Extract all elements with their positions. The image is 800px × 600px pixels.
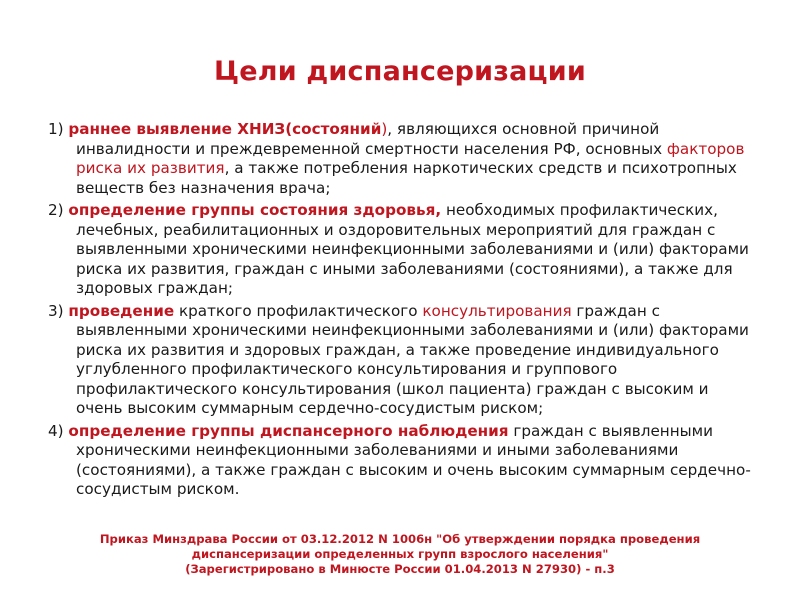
item-number: 4) [48,421,64,440]
list-item-3 [48,302,753,419]
goals-list [48,120,753,503]
item-text: граждан с выявленными хроническими неинфекционными заболеваниями и иными заболеваниями (состояниями), а также граждан с высоким и очень высоким суммарным сердечно-сосудистым риском. [76,421,751,498]
item-red-text: факторов риска их развития [76,139,745,177]
item-number: 2) [48,201,64,219]
item-paren: ) [381,120,388,138]
reference-line-1: Приказ Минздрава России от 03.12.2012 N 1006н "Об утверждении порядка проведения [99,532,701,546]
item-highlight: раннее выявление ХНИЗ(состояний [68,120,382,138]
item-text-continued: граждан с выявленными хроническими неинфекционными заболеваниями и (или) факторами риска их развития и здоровых граждан, а также проведение индивидуального углубленного профилактического консультирования и группового профилактического консультирования (школ пациента) граждан с высоким и очень высоким суммарным сердечно-сосудистым риском; [76,301,749,417]
item-text: необходимых профилактических, лечебных, реабилитационных и оздоровительных мероприятий для граждан с выявленными хроническими неинфекционными заболеваниями и (или) факторами риска их развития, граждан с иными заболеваниями (состояниями), а также для здоровых граждан; [76,201,749,297]
item-text-continued: , а также потребления наркотических средств и психотропных веществ без назначения врача; [76,159,737,197]
legal-reference [0,532,800,577]
item-red-text: консультирования [422,301,572,320]
item-number: 3) [48,301,64,320]
reference-line-2: диспансеризации определенных групп взрослого населения" [191,547,609,561]
reference-line-3: (Зарегистрировано в Минюсте России 01.04.2013 N 27930) - п.3 [185,562,615,576]
item-text: краткого профилактического [174,301,423,320]
list-item-2 [48,201,753,299]
item-highlight: проведение [68,301,175,320]
item-highlight: определение группы диспансерного наблюдения [68,421,509,440]
list-item-4 [48,422,753,500]
item-text: , являющихся основной причиной инвалидности и преждевременной смертности населения РФ, основных [76,120,667,158]
item-highlight: определение группы состояния здоровья, [68,201,442,219]
slide-title: Цели диспансеризации [213,56,587,87]
list-item-1 [48,120,753,198]
item-number: 1) [48,120,64,138]
